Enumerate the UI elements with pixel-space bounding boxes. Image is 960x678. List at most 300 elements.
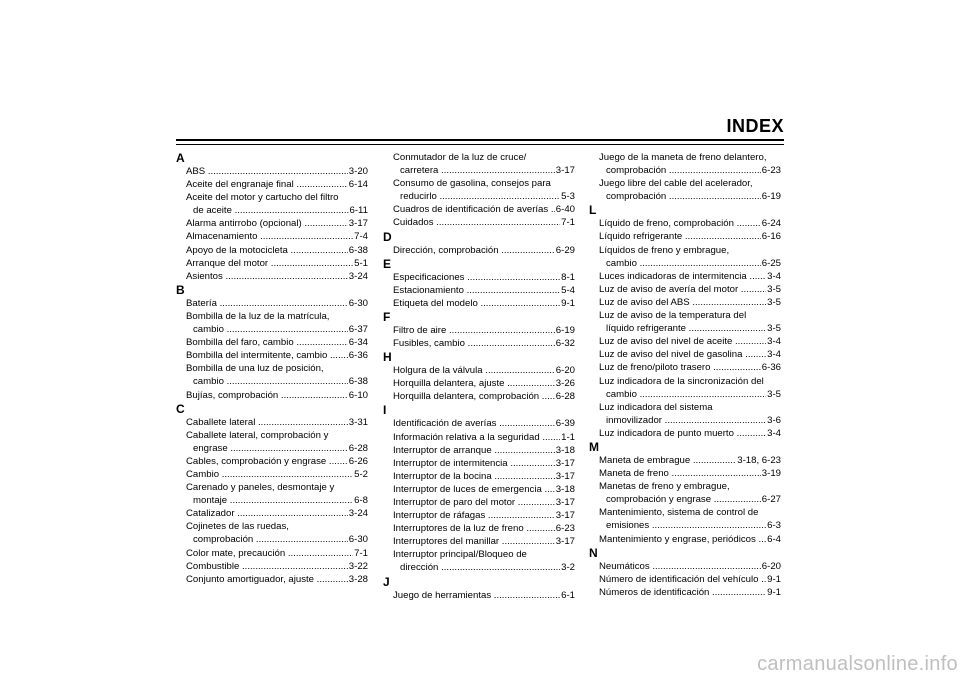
page-ref: 6-27 bbox=[761, 494, 781, 506]
entry-text: Conmutador de la luz de cruce/ bbox=[393, 152, 527, 163]
page-ref: 3-17 bbox=[555, 165, 575, 177]
page-ref: 6-30 bbox=[348, 297, 368, 309]
entry-text: Luz indicadora del sistema bbox=[599, 401, 713, 413]
index-entry[interactable] bbox=[176, 230, 368, 243]
page-ref: 6-40 bbox=[555, 204, 575, 216]
index-entry[interactable] bbox=[176, 389, 368, 402]
index-entry[interactable] bbox=[176, 573, 368, 586]
page-ref: 6-23 bbox=[761, 165, 781, 177]
entry-text: cambio ..... bbox=[193, 375, 348, 388]
index-entry[interactable] bbox=[176, 560, 368, 573]
entry-text: Bombilla del faro, cambio ..... bbox=[186, 336, 348, 349]
index-entry[interactable] bbox=[589, 375, 781, 401]
entry-line-wrap bbox=[599, 375, 781, 388]
entry-line bbox=[599, 414, 781, 427]
entry-line-wrap bbox=[186, 362, 368, 375]
entry-text: Etiqueta del modelo ..... bbox=[393, 297, 560, 310]
entry-text: Luz de aviso del ABS ..... bbox=[599, 296, 766, 309]
page-ref: 6-10 bbox=[348, 389, 368, 401]
entry-text: comprobación ..... bbox=[606, 190, 761, 203]
page-ref: 3-6 bbox=[767, 414, 781, 426]
entry-text: Cambio ..... bbox=[186, 468, 353, 481]
entry-line bbox=[599, 257, 781, 270]
entry-text: Bombilla del intermitente, cambio ..... bbox=[186, 349, 348, 362]
watermark: carmanualsonline.info bbox=[757, 653, 958, 675]
entry-text: Color mate, precaución ..... bbox=[186, 547, 353, 560]
index-entry[interactable] bbox=[589, 573, 781, 586]
page-ref: 3-2 bbox=[561, 562, 575, 574]
index-entry[interactable] bbox=[383, 364, 575, 377]
page-ref: 9-1 bbox=[767, 586, 781, 598]
index-entry[interactable] bbox=[589, 230, 781, 243]
entry-line-wrap bbox=[186, 310, 368, 323]
index-entry[interactable] bbox=[176, 270, 368, 283]
entry-text: ABS ..... bbox=[186, 165, 348, 178]
entry-line bbox=[186, 389, 368, 402]
entry-line-wrap bbox=[393, 548, 575, 561]
entry-text: Batería ..... bbox=[186, 297, 348, 310]
entry-line bbox=[393, 297, 575, 310]
entry-line bbox=[186, 375, 368, 388]
entry-line-wrap bbox=[599, 177, 781, 190]
page-ref: 6-36 bbox=[348, 350, 368, 362]
entry-text: Luz de freno/piloto trasero ..... bbox=[599, 361, 761, 374]
entry-line bbox=[186, 468, 368, 481]
page-ref: 6-20 bbox=[555, 365, 575, 377]
page-ref: 3-22 bbox=[348, 560, 368, 572]
section-letter: A bbox=[176, 151, 185, 165]
entry-text: Cables, comprobación y engrase ..... bbox=[186, 455, 348, 468]
entry-text: Maneta de freno ..... bbox=[599, 467, 761, 480]
index-entry[interactable] bbox=[383, 444, 575, 457]
entry-text: Luz indicadora de la sincronización del bbox=[599, 375, 764, 387]
entry-text: Información relativa a la seguridad ..... bbox=[393, 431, 560, 444]
page-ref: 3-4 bbox=[767, 336, 781, 348]
index-entry[interactable] bbox=[589, 480, 781, 506]
entry-text: Holgura de la válvula ..... bbox=[393, 364, 555, 377]
entry-line-wrap bbox=[186, 191, 368, 204]
entry-line bbox=[599, 586, 781, 599]
entry-text: Luz de aviso de la temperatura del bbox=[599, 310, 747, 322]
entry-line bbox=[599, 335, 781, 348]
page-ref: 5-2 bbox=[354, 468, 368, 480]
entry-line bbox=[599, 164, 781, 177]
index-entry[interactable] bbox=[589, 151, 781, 177]
index-entry[interactable] bbox=[383, 548, 575, 574]
index-entry[interactable] bbox=[383, 496, 575, 509]
index-entry[interactable] bbox=[383, 244, 575, 257]
entry-line-wrap bbox=[186, 520, 368, 533]
index-entry[interactable] bbox=[383, 377, 575, 390]
index-entry[interactable] bbox=[589, 335, 781, 348]
entry-text: dirección ..... bbox=[400, 561, 560, 574]
entry-line bbox=[393, 190, 575, 203]
page-ref: 6-38 bbox=[348, 376, 368, 388]
entry-line bbox=[599, 388, 781, 401]
page-ref: 6-34 bbox=[348, 337, 368, 349]
page-ref: 6-39 bbox=[555, 418, 575, 430]
entry-text: Interruptor principal/Bloqueo de bbox=[393, 549, 527, 561]
index-entry[interactable] bbox=[176, 416, 368, 429]
entry-line-wrap bbox=[393, 151, 575, 164]
entry-text: Líquidos de freno y embrague, bbox=[599, 244, 730, 256]
entry-line bbox=[186, 178, 368, 191]
page-ref: 1-1 bbox=[561, 431, 575, 443]
page-ref: 3-18 bbox=[555, 483, 575, 495]
entry-line bbox=[393, 337, 575, 350]
page-ref: 3-19 bbox=[761, 468, 781, 480]
entry-line-wrap bbox=[393, 177, 575, 190]
entry-line bbox=[186, 573, 368, 586]
entry-text: Combustible ..... bbox=[186, 560, 348, 573]
entry-text: Neumáticos ..... bbox=[599, 560, 761, 573]
index-entry[interactable] bbox=[176, 507, 368, 520]
entry-text: Luz de aviso de avería del motor ..... bbox=[599, 283, 766, 296]
entry-line-wrap bbox=[599, 309, 781, 322]
entry-text: Números de identificación ..... bbox=[599, 586, 766, 599]
entry-text: montaje ..... bbox=[193, 494, 353, 507]
entry-line bbox=[186, 547, 368, 560]
page-ref: 8-1 bbox=[561, 271, 575, 283]
index-entry[interactable] bbox=[589, 361, 781, 374]
entry-line bbox=[186, 165, 368, 178]
page-ref: 6-8 bbox=[354, 495, 368, 507]
page-ref: 3-5 bbox=[767, 296, 781, 308]
entry-line bbox=[393, 522, 575, 535]
section-letter: E bbox=[383, 256, 392, 271]
entry-line-wrap bbox=[599, 401, 781, 414]
index-entry[interactable] bbox=[589, 348, 781, 361]
entry-text: Líquido refrigerante ..... bbox=[599, 230, 761, 243]
index-entry[interactable] bbox=[589, 177, 781, 203]
entry-text: Bombilla de la luz de la matrícula, bbox=[186, 310, 330, 322]
page-ref: 6-28 bbox=[348, 442, 368, 454]
entry-line bbox=[599, 573, 781, 586]
entry-text: Cuidados ..... bbox=[393, 216, 560, 229]
entry-line bbox=[393, 364, 575, 377]
index-column-1 bbox=[176, 151, 368, 586]
page-ref: 9-1 bbox=[561, 297, 575, 309]
entry-line-wrap bbox=[599, 506, 781, 519]
index-entry[interactable] bbox=[176, 297, 368, 310]
index-entry[interactable] bbox=[176, 349, 368, 362]
index-entry[interactable] bbox=[589, 296, 781, 309]
index-entry[interactable] bbox=[383, 271, 575, 284]
page-ref: 3-5 bbox=[767, 323, 781, 335]
section-letter: I bbox=[383, 403, 387, 418]
entry-line-wrap bbox=[599, 151, 781, 164]
entry-line bbox=[393, 535, 575, 548]
entry-line bbox=[186, 349, 368, 362]
page-ref: 6-32 bbox=[555, 338, 575, 350]
section-letter: M bbox=[589, 439, 599, 454]
entry-text: Interruptor de intermitencia ..... bbox=[393, 457, 555, 470]
index-entry[interactable] bbox=[589, 586, 781, 599]
page-ref: 6-3 bbox=[767, 520, 781, 532]
entry-line bbox=[599, 493, 781, 506]
entry-line bbox=[393, 444, 575, 457]
index-entry[interactable] bbox=[383, 151, 575, 177]
index-entry[interactable] bbox=[383, 324, 575, 337]
entry-line bbox=[599, 533, 781, 546]
entry-line bbox=[599, 230, 781, 243]
index-entry[interactable] bbox=[589, 309, 781, 335]
index-entry[interactable] bbox=[176, 178, 368, 191]
entry-text: comprobación y engrase ..... bbox=[606, 493, 761, 506]
entry-line-wrap bbox=[599, 244, 781, 257]
index-entry[interactable] bbox=[589, 283, 781, 296]
entry-text: Manetas de freno y embrague, bbox=[599, 481, 730, 493]
entry-line bbox=[186, 533, 368, 546]
entry-text: Conjunto amortiguador, ajuste ..... bbox=[186, 573, 348, 586]
entry-text: emisiones ..... bbox=[606, 519, 766, 532]
entry-line bbox=[599, 283, 781, 296]
page-ref: 3-18, 6-23 bbox=[737, 454, 781, 466]
index-entry[interactable] bbox=[383, 589, 575, 602]
index-entry[interactable] bbox=[589, 467, 781, 480]
entry-line bbox=[186, 323, 368, 336]
entry-text: Juego de la maneta de freno delantero, bbox=[599, 152, 767, 163]
index-entry[interactable] bbox=[589, 533, 781, 546]
entry-text: Interruptor de arranque ..... bbox=[393, 444, 555, 457]
index-entry[interactable] bbox=[176, 310, 368, 336]
page-ref: 6-11 bbox=[349, 205, 368, 217]
index-entry[interactable] bbox=[383, 483, 575, 496]
entry-text: Apoyo de la motocicleta ..... bbox=[186, 244, 348, 257]
entry-text: Interruptores del manillar ..... bbox=[393, 535, 555, 548]
page-ref: 3-17 bbox=[555, 510, 575, 522]
entry-text: Bombilla de una luz de posición, bbox=[186, 363, 324, 375]
page-ref: 6-36 bbox=[761, 362, 781, 374]
entry-line bbox=[186, 244, 368, 257]
entry-text: Cojinetes de las ruedas, bbox=[186, 521, 289, 533]
entry-text: cambio ..... bbox=[193, 323, 348, 336]
section-letter: L bbox=[589, 203, 597, 218]
entry-text: carretera ..... bbox=[400, 164, 555, 177]
entry-line bbox=[186, 507, 368, 520]
index-entry[interactable] bbox=[589, 244, 781, 270]
page-ref: 6-28 bbox=[555, 391, 575, 403]
entry-text: Cuadros de identificación de averías ..... bbox=[393, 203, 555, 216]
page-ref: 6-38 bbox=[348, 244, 368, 256]
entry-text: Mantenimiento y engrase, periódicos ..... bbox=[599, 533, 766, 546]
page-ref: 3-20 bbox=[348, 166, 368, 177]
entry-text: Interruptor de ráfagas ..... bbox=[393, 509, 555, 522]
page-ref: 6-25 bbox=[761, 257, 781, 269]
page-ref: 5-3 bbox=[561, 191, 575, 203]
index-entry[interactable] bbox=[383, 284, 575, 297]
page-ref: 3-17 bbox=[555, 536, 575, 548]
entry-text: Juego de herramientas ..... bbox=[393, 589, 560, 602]
index-entry[interactable] bbox=[176, 481, 368, 507]
entry-text: Mantenimiento, sistema de control de bbox=[599, 507, 759, 519]
index-entry[interactable] bbox=[589, 270, 781, 283]
entry-text: de aceite ..... bbox=[193, 204, 349, 217]
page-ref: 3-24 bbox=[348, 508, 368, 520]
section-letter: H bbox=[383, 350, 392, 365]
entry-text: Especificaciones ..... bbox=[393, 271, 560, 284]
index-entry[interactable] bbox=[589, 217, 781, 230]
page-ref: 6-19 bbox=[761, 191, 781, 203]
entry-text: comprobación ..... bbox=[606, 164, 761, 177]
entry-text: Líquido de freno, comprobación ..... bbox=[599, 217, 761, 230]
index-entry[interactable] bbox=[176, 336, 368, 349]
header-rule-thin bbox=[176, 144, 784, 145]
entry-line bbox=[599, 217, 781, 230]
entry-line bbox=[599, 427, 781, 440]
page-title: INDEX bbox=[726, 116, 784, 136]
entry-line bbox=[393, 509, 575, 522]
entry-line bbox=[186, 204, 368, 217]
entry-line bbox=[393, 589, 575, 602]
index-entry[interactable] bbox=[176, 165, 368, 178]
entry-line bbox=[393, 216, 575, 229]
section-letter: N bbox=[589, 545, 598, 560]
index-entry[interactable] bbox=[176, 468, 368, 481]
entry-line bbox=[186, 230, 368, 243]
index-entry[interactable] bbox=[176, 191, 368, 217]
entry-line bbox=[599, 560, 781, 573]
index-entry[interactable] bbox=[383, 337, 575, 350]
entry-text: Fusibles, cambio ..... bbox=[393, 337, 555, 350]
index-entry[interactable] bbox=[176, 547, 368, 560]
entry-line bbox=[186, 455, 368, 468]
entry-line-wrap bbox=[186, 429, 368, 442]
page-ref: 3-17 bbox=[555, 457, 575, 469]
index-entry[interactable] bbox=[383, 177, 575, 203]
index-entry[interactable] bbox=[383, 509, 575, 522]
page-ref: 6-20 bbox=[761, 560, 781, 572]
page-ref: 6-1 bbox=[561, 589, 575, 601]
page-ref: 3-17 bbox=[555, 470, 575, 482]
entry-line bbox=[393, 271, 575, 284]
section-letter: J bbox=[383, 574, 390, 589]
index-entry[interactable] bbox=[176, 244, 368, 257]
page-ref: 5-1 bbox=[354, 257, 368, 269]
entry-line bbox=[393, 457, 575, 470]
entry-line bbox=[393, 284, 575, 297]
entry-text: Filtro de aire ..... bbox=[393, 324, 555, 337]
index-column-3 bbox=[589, 151, 781, 599]
index-entry[interactable] bbox=[589, 427, 781, 440]
index-entry[interactable] bbox=[176, 257, 368, 270]
page-ref: 3-28 bbox=[348, 573, 368, 585]
index-entry[interactable] bbox=[383, 417, 575, 430]
entry-line bbox=[393, 561, 575, 574]
entry-line bbox=[186, 270, 368, 283]
page-ref: 6-37 bbox=[348, 324, 368, 336]
entry-text: Interruptor de la bocina ..... bbox=[393, 470, 555, 483]
page-ref: 6-26 bbox=[348, 455, 368, 467]
index-entry[interactable] bbox=[176, 455, 368, 468]
entry-line bbox=[393, 324, 575, 337]
index-entry[interactable] bbox=[589, 401, 781, 427]
page-ref: 3-17 bbox=[555, 496, 575, 508]
page-ref: 7-4 bbox=[354, 231, 368, 243]
entry-text: cambio ..... bbox=[606, 257, 761, 270]
entry-text: Consumo de gasolina, consejos para bbox=[393, 178, 551, 190]
page-ref: 6-14 bbox=[348, 179, 368, 191]
entry-line bbox=[393, 431, 575, 444]
entry-line bbox=[393, 377, 575, 390]
index-entry[interactable] bbox=[383, 431, 575, 444]
entry-text: Horquilla delantera, comprobación ..... bbox=[393, 390, 555, 403]
entry-line bbox=[186, 416, 368, 429]
entry-line bbox=[599, 296, 781, 309]
index-entry[interactable] bbox=[383, 203, 575, 216]
entry-line bbox=[393, 470, 575, 483]
entry-line bbox=[599, 322, 781, 335]
entry-text: Identificación de averías ..... bbox=[393, 417, 555, 430]
page-ref: 3-24 bbox=[348, 270, 368, 282]
page-ref: 6-23 bbox=[555, 523, 575, 535]
section-letter: F bbox=[383, 309, 391, 324]
page-ref: 3-26 bbox=[555, 378, 575, 390]
entry-line bbox=[393, 203, 575, 216]
entry-line bbox=[186, 217, 368, 230]
page-ref: 7-1 bbox=[354, 547, 368, 559]
entry-line bbox=[599, 519, 781, 532]
index-entry[interactable] bbox=[589, 506, 781, 532]
index-entry[interactable] bbox=[383, 470, 575, 483]
index-entry[interactable] bbox=[176, 429, 368, 455]
index-entry[interactable] bbox=[176, 362, 368, 388]
entry-line-wrap bbox=[599, 480, 781, 493]
page-ref: 6-30 bbox=[348, 534, 368, 546]
entry-text: Carenado y paneles, desmontaje y bbox=[186, 482, 335, 494]
index-entry[interactable] bbox=[589, 454, 781, 467]
entry-line bbox=[393, 390, 575, 403]
page-ref: 3-4 bbox=[767, 270, 781, 282]
index-entry[interactable] bbox=[383, 457, 575, 470]
index-entry[interactable] bbox=[176, 217, 368, 230]
entry-line bbox=[599, 467, 781, 480]
entry-line bbox=[186, 297, 368, 310]
entry-text: Luz de aviso del nivel de aceite ..... bbox=[599, 335, 766, 348]
index-entry[interactable] bbox=[383, 297, 575, 310]
entry-line bbox=[393, 496, 575, 509]
entry-line bbox=[186, 494, 368, 507]
index-entry[interactable] bbox=[176, 520, 368, 546]
entry-line bbox=[599, 270, 781, 283]
entry-line bbox=[393, 244, 575, 257]
header-rule bbox=[176, 139, 784, 141]
page-ref: 7-1 bbox=[561, 217, 575, 229]
page-ref: 6-24 bbox=[761, 218, 781, 230]
entry-line bbox=[186, 336, 368, 349]
index-entry[interactable] bbox=[383, 216, 575, 229]
entry-line bbox=[393, 164, 575, 177]
page-ref: 9-1 bbox=[767, 573, 781, 585]
entry-text: Caballete lateral, comprobación y bbox=[186, 429, 329, 441]
entry-text: cambio ..... bbox=[606, 388, 766, 401]
entry-text: Luces indicadoras de intermitencia ..... bbox=[599, 270, 766, 283]
entry-line bbox=[599, 454, 781, 467]
entry-text: Interruptor de paro del motor ..... bbox=[393, 496, 555, 509]
page-ref: 3-5 bbox=[767, 388, 781, 400]
index-entry[interactable] bbox=[383, 390, 575, 403]
entry-text: Luz de aviso del nivel de gasolina ..... bbox=[599, 348, 766, 361]
index-entry[interactable] bbox=[589, 560, 781, 573]
entry-text: Alarma antirrobo (opcional) ..... bbox=[186, 217, 348, 230]
entry-text: Juego libre del cable del acelerador, bbox=[599, 178, 753, 190]
index-entry[interactable] bbox=[383, 522, 575, 535]
index-entry[interactable] bbox=[383, 535, 575, 548]
entry-line bbox=[186, 442, 368, 455]
entry-text: Luz indicadora de punto muerto ..... bbox=[599, 427, 766, 440]
entry-text: líquido refrigerante ..... bbox=[606, 322, 766, 335]
page-ref: 6-19 bbox=[555, 324, 575, 336]
